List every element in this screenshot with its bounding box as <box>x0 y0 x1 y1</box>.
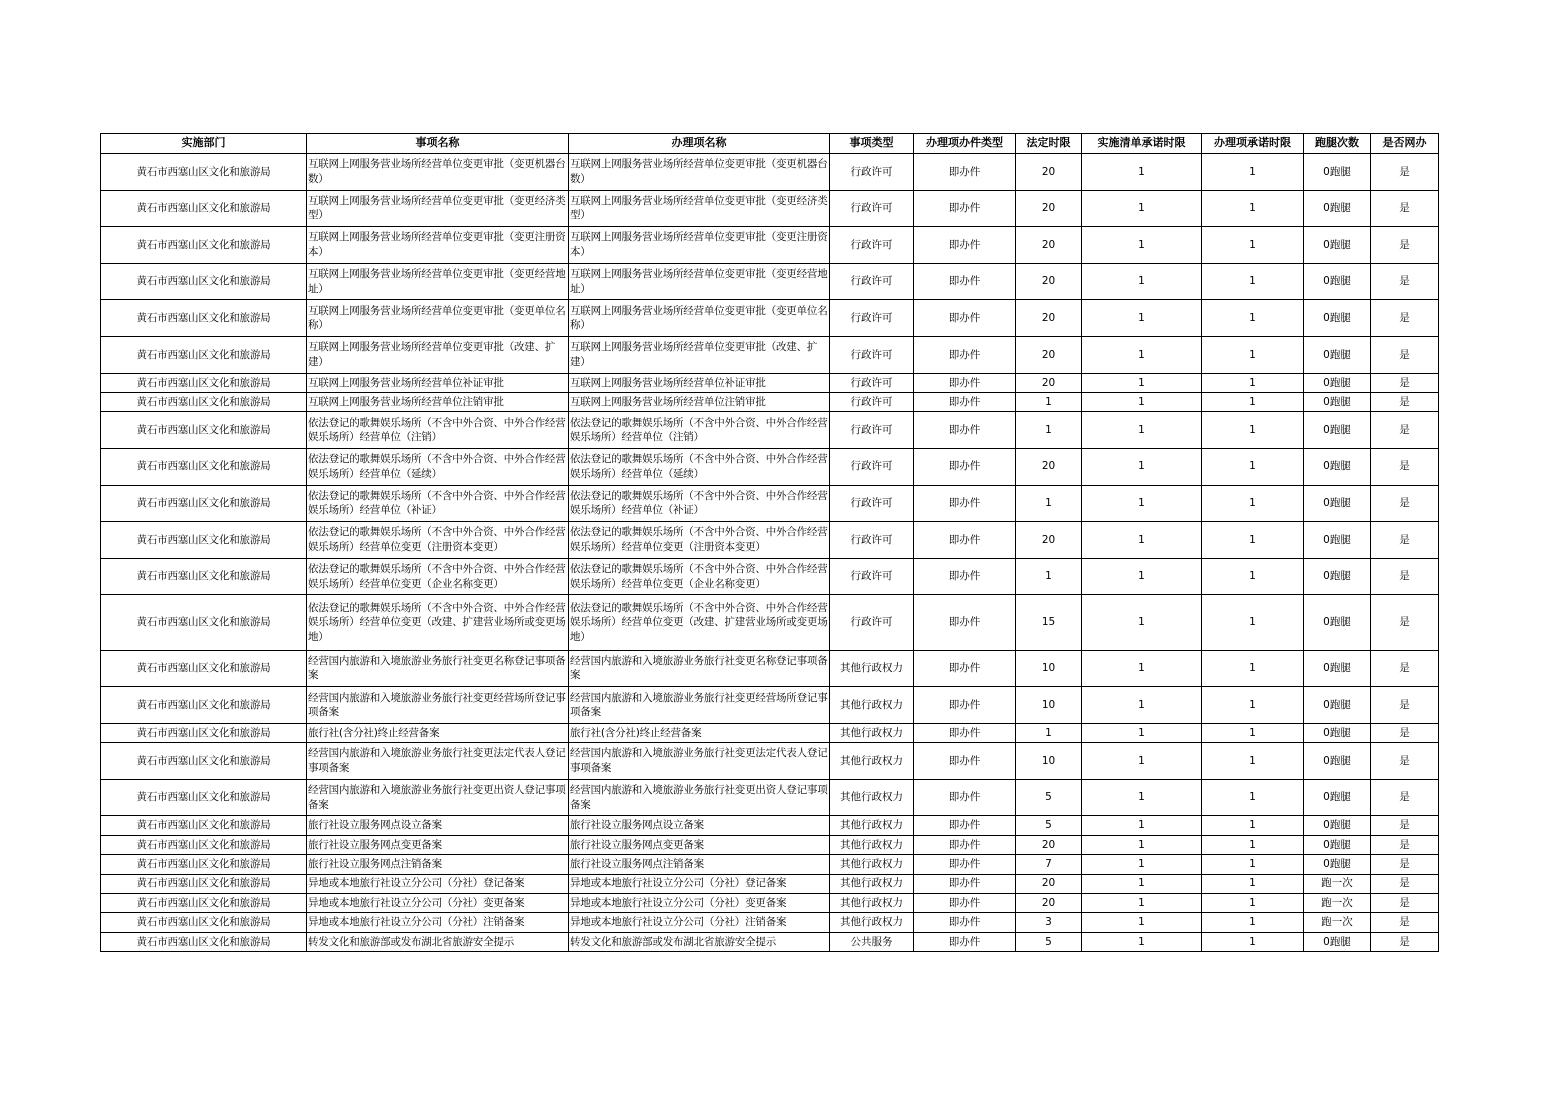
case-type-cell: 即办件 <box>914 412 1016 449</box>
header-item-name: 事项名称 <box>307 134 569 154</box>
table-row <box>101 855 1439 874</box>
table-row <box>101 263 1439 300</box>
item-name-cell: 依法登记的歌舞娱乐场所（不含中外合资、中外合作经营娱乐场所）经营单位变更（注册资本变更） <box>307 522 569 559</box>
table-row <box>101 893 1439 912</box>
visit-count-cell: 0跑腿 <box>1304 227 1371 264</box>
item-promised-limit-cell: 1 <box>1202 412 1304 449</box>
list-promised-limit-cell: 1 <box>1082 373 1202 392</box>
item-type-cell: 行政许可 <box>830 190 914 227</box>
item-type-cell: 行政许可 <box>830 448 914 485</box>
header-legal-time-limit: 法定时限 <box>1016 134 1082 154</box>
item-type-cell: 行政许可 <box>830 558 914 595</box>
list-promised-limit-cell: 1 <box>1082 893 1202 912</box>
list-promised-limit-cell: 1 <box>1082 154 1202 191</box>
case-type-cell: 即办件 <box>914 263 1016 300</box>
legal-time-limit-cell: 20 <box>1016 190 1082 227</box>
case-type-cell: 即办件 <box>914 743 1016 780</box>
department-cell: 黄石市西塞山区文化和旅游局 <box>101 227 307 264</box>
case-type-cell: 即办件 <box>914 816 1016 835</box>
header-handling-item-name: 办理项名称 <box>569 134 830 154</box>
department-cell: 黄石市西塞山区文化和旅游局 <box>101 263 307 300</box>
legal-time-limit-cell: 1 <box>1016 392 1082 411</box>
item-type-cell: 行政许可 <box>830 263 914 300</box>
item-type-cell: 行政许可 <box>830 595 914 650</box>
department-cell: 黄石市西塞山区文化和旅游局 <box>101 687 307 724</box>
online-cell: 是 <box>1371 154 1439 191</box>
item-promised-limit-cell: 1 <box>1202 485 1304 522</box>
handling-item-name-cell: 互联网上网服务营业场所经营单位变更审批（变更机器台数） <box>569 154 830 191</box>
header-item-type: 事项类型 <box>830 134 914 154</box>
item-promised-limit-cell: 1 <box>1202 855 1304 874</box>
list-promised-limit-cell: 1 <box>1082 448 1202 485</box>
legal-time-limit-cell: 10 <box>1016 650 1082 687</box>
item-name-cell: 经营国内旅游和入境旅游业务旅行社变更出资人登记事项备案 <box>307 779 569 816</box>
item-name-cell: 依法登记的歌舞娱乐场所（不含中外合资、中外合作经营娱乐场所）经营单位（注销） <box>307 412 569 449</box>
table-row <box>101 300 1439 337</box>
online-cell: 是 <box>1371 448 1439 485</box>
case-type-cell: 即办件 <box>914 448 1016 485</box>
header-item-promised-limit: 办理项承诺时限 <box>1202 134 1304 154</box>
online-cell: 是 <box>1371 855 1439 874</box>
legal-time-limit-cell: 1 <box>1016 412 1082 449</box>
item-promised-limit-cell: 1 <box>1202 522 1304 559</box>
case-type-cell: 即办件 <box>914 723 1016 742</box>
visit-count-cell: 0跑腿 <box>1304 485 1371 522</box>
table-row <box>101 932 1439 951</box>
item-promised-limit-cell: 1 <box>1202 558 1304 595</box>
visit-count-cell: 0跑腿 <box>1304 412 1371 449</box>
item-type-cell: 行政许可 <box>830 373 914 392</box>
item-name-cell: 经营国内旅游和入境旅游业务旅行社变更名称登记事项备案 <box>307 650 569 687</box>
item-type-cell: 其他行政权力 <box>830 779 914 816</box>
list-promised-limit-cell: 1 <box>1082 485 1202 522</box>
case-type-cell: 即办件 <box>914 227 1016 264</box>
legal-time-limit-cell: 20 <box>1016 227 1082 264</box>
visit-count-cell: 0跑腿 <box>1304 558 1371 595</box>
item-promised-limit-cell: 1 <box>1202 336 1304 373</box>
item-promised-limit-cell: 1 <box>1202 190 1304 227</box>
visit-count-cell: 0跑腿 <box>1304 392 1371 411</box>
department-cell: 黄石市西塞山区文化和旅游局 <box>101 300 307 337</box>
item-type-cell: 公共服务 <box>830 932 914 951</box>
list-promised-limit-cell: 1 <box>1082 932 1202 951</box>
item-type-cell: 行政许可 <box>830 392 914 411</box>
item-type-cell: 行政许可 <box>830 300 914 337</box>
item-promised-limit-cell: 1 <box>1202 723 1304 742</box>
handling-item-name-cell: 依法登记的歌舞娱乐场所（不含中外合资、中外合作经营娱乐场所）经营单位变更（注册资本变更） <box>569 522 830 559</box>
department-cell: 黄石市西塞山区文化和旅游局 <box>101 835 307 854</box>
online-cell: 是 <box>1371 874 1439 893</box>
table-row <box>101 392 1439 411</box>
handling-item-name-cell: 旅行社设立服务网点注销备案 <box>569 855 830 874</box>
legal-time-limit-cell: 20 <box>1016 835 1082 854</box>
list-promised-limit-cell: 1 <box>1082 650 1202 687</box>
item-promised-limit-cell: 1 <box>1202 816 1304 835</box>
handling-item-name-cell: 异地或本地旅行社设立分公司（分社）登记备案 <box>569 874 830 893</box>
item-type-cell: 其他行政权力 <box>830 874 914 893</box>
department-cell: 黄石市西塞山区文化和旅游局 <box>101 723 307 742</box>
online-cell: 是 <box>1371 485 1439 522</box>
visit-count-cell: 0跑腿 <box>1304 687 1371 724</box>
legal-time-limit-cell: 20 <box>1016 893 1082 912</box>
item-type-cell: 其他行政权力 <box>830 855 914 874</box>
visit-count-cell: 0跑腿 <box>1304 932 1371 951</box>
list-promised-limit-cell: 1 <box>1082 835 1202 854</box>
online-cell: 是 <box>1371 835 1439 854</box>
item-type-cell: 其他行政权力 <box>830 816 914 835</box>
online-cell: 是 <box>1371 558 1439 595</box>
online-cell: 是 <box>1371 779 1439 816</box>
visit-count-cell: 0跑腿 <box>1304 448 1371 485</box>
handling-item-name-cell: 互联网上网服务营业场所经营单位变更审批（变更单位名称） <box>569 300 830 337</box>
item-name-cell: 互联网上网服务营业场所经营单位变更审批（变更经济类型） <box>307 190 569 227</box>
handling-item-name-cell: 依法登记的歌舞娱乐场所（不含中外合资、中外合作经营娱乐场所）经营单位（补证） <box>569 485 830 522</box>
handling-item-name-cell: 旅行社(含分社)终止经营备案 <box>569 723 830 742</box>
item-name-cell: 依法登记的歌舞娱乐场所（不含中外合资、中外合作经营娱乐场所）经营单位变更（企业名称变更） <box>307 558 569 595</box>
case-type-cell: 即办件 <box>914 190 1016 227</box>
table-row <box>101 779 1439 816</box>
online-cell: 是 <box>1371 263 1439 300</box>
case-type-cell: 即办件 <box>914 154 1016 191</box>
item-name-cell: 旅行社设立服务网点变更备案 <box>307 835 569 854</box>
case-type-cell: 即办件 <box>914 687 1016 724</box>
handling-item-name-cell: 转发文化和旅游部或发布湖北省旅游安全提示 <box>569 932 830 951</box>
visit-count-cell: 0跑腿 <box>1304 723 1371 742</box>
handling-item-name-cell: 异地或本地旅行社设立分公司（分社）注销备案 <box>569 913 830 932</box>
case-type-cell: 即办件 <box>914 522 1016 559</box>
online-cell: 是 <box>1371 300 1439 337</box>
visit-count-cell: 0跑腿 <box>1304 835 1371 854</box>
department-cell: 黄石市西塞山区文化和旅游局 <box>101 779 307 816</box>
item-name-cell: 旅行社(含分社)终止经营备案 <box>307 723 569 742</box>
item-name-cell: 互联网上网服务营业场所经营单位变更审批（变更机器台数） <box>307 154 569 191</box>
item-name-cell: 互联网上网服务营业场所经营单位变更审批（变更经营地址） <box>307 263 569 300</box>
table-row <box>101 874 1439 893</box>
case-type-cell: 即办件 <box>914 373 1016 392</box>
item-name-cell: 经营国内旅游和入境旅游业务旅行社变更法定代表人登记事项备案 <box>307 743 569 780</box>
department-cell: 黄石市西塞山区文化和旅游局 <box>101 190 307 227</box>
department-cell: 黄石市西塞山区文化和旅游局 <box>101 412 307 449</box>
handling-item-name-cell: 互联网上网服务营业场所经营单位注销审批 <box>569 392 830 411</box>
table-row <box>101 336 1439 373</box>
item-promised-limit-cell: 1 <box>1202 392 1304 411</box>
department-cell: 黄石市西塞山区文化和旅游局 <box>101 448 307 485</box>
department-cell: 黄石市西塞山区文化和旅游局 <box>101 743 307 780</box>
visit-count-cell: 0跑腿 <box>1304 263 1371 300</box>
legal-time-limit-cell: 7 <box>1016 855 1082 874</box>
online-cell: 是 <box>1371 336 1439 373</box>
department-cell: 黄石市西塞山区文化和旅游局 <box>101 595 307 650</box>
handling-item-name-cell: 经营国内旅游和入境旅游业务旅行社变更名称登记事项备案 <box>569 650 830 687</box>
header-case-type: 办理项办件类型 <box>914 134 1016 154</box>
list-promised-limit-cell: 1 <box>1082 190 1202 227</box>
case-type-cell: 即办件 <box>914 392 1016 411</box>
online-cell: 是 <box>1371 650 1439 687</box>
item-promised-limit-cell: 1 <box>1202 595 1304 650</box>
item-type-cell: 其他行政权力 <box>830 687 914 724</box>
case-type-cell: 即办件 <box>914 485 1016 522</box>
list-promised-limit-cell: 1 <box>1082 522 1202 559</box>
case-type-cell: 即办件 <box>914 336 1016 373</box>
department-cell: 黄石市西塞山区文化和旅游局 <box>101 874 307 893</box>
department-cell: 黄石市西塞山区文化和旅游局 <box>101 650 307 687</box>
case-type-cell: 即办件 <box>914 835 1016 854</box>
visit-count-cell: 0跑腿 <box>1304 816 1371 835</box>
item-name-cell: 转发文化和旅游部或发布湖北省旅游安全提示 <box>307 932 569 951</box>
handling-item-name-cell: 经营国内旅游和入境旅游业务旅行社变更法定代表人登记事项备案 <box>569 743 830 780</box>
item-promised-limit-cell: 1 <box>1202 263 1304 300</box>
item-type-cell: 行政许可 <box>830 154 914 191</box>
item-type-cell: 其他行政权力 <box>830 835 914 854</box>
table-row <box>101 373 1439 392</box>
list-promised-limit-cell: 1 <box>1082 595 1202 650</box>
table-row <box>101 412 1439 449</box>
header-visit-count: 跑腿次数 <box>1304 134 1371 154</box>
legal-time-limit-cell: 1 <box>1016 723 1082 742</box>
visit-count-cell: 跑一次 <box>1304 893 1371 912</box>
handling-item-name-cell: 依法登记的歌舞娱乐场所（不含中外合资、中外合作经营娱乐场所）经营单位（注销） <box>569 412 830 449</box>
case-type-cell: 即办件 <box>914 913 1016 932</box>
visit-count-cell: 跑一次 <box>1304 874 1371 893</box>
list-promised-limit-cell: 1 <box>1082 855 1202 874</box>
list-promised-limit-cell: 1 <box>1082 874 1202 893</box>
item-type-cell: 行政许可 <box>830 485 914 522</box>
online-cell: 是 <box>1371 816 1439 835</box>
case-type-cell: 即办件 <box>914 650 1016 687</box>
item-type-cell: 行政许可 <box>830 412 914 449</box>
legal-time-limit-cell: 5 <box>1016 932 1082 951</box>
list-promised-limit-cell: 1 <box>1082 779 1202 816</box>
item-name-cell: 异地或本地旅行社设立分公司（分社）登记备案 <box>307 874 569 893</box>
item-type-cell: 其他行政权力 <box>830 913 914 932</box>
table-row <box>101 835 1439 854</box>
online-cell: 是 <box>1371 412 1439 449</box>
handling-item-name-cell: 依法登记的歌舞娱乐场所（不含中外合资、中外合作经营娱乐场所）经营单位变更（企业名称变更） <box>569 558 830 595</box>
list-promised-limit-cell: 1 <box>1082 300 1202 337</box>
item-promised-limit-cell: 1 <box>1202 779 1304 816</box>
item-promised-limit-cell: 1 <box>1202 687 1304 724</box>
online-cell: 是 <box>1371 227 1439 264</box>
legal-time-limit-cell: 20 <box>1016 154 1082 191</box>
online-cell: 是 <box>1371 743 1439 780</box>
item-name-cell: 互联网上网服务营业场所经营单位注销审批 <box>307 392 569 411</box>
list-promised-limit-cell: 1 <box>1082 336 1202 373</box>
online-cell: 是 <box>1371 913 1439 932</box>
item-type-cell: 其他行政权力 <box>830 743 914 780</box>
legal-time-limit-cell: 15 <box>1016 595 1082 650</box>
department-cell: 黄石市西塞山区文化和旅游局 <box>101 893 307 912</box>
item-type-cell: 行政许可 <box>830 336 914 373</box>
item-name-cell: 经营国内旅游和入境旅游业务旅行社变更经营场所登记事项备案 <box>307 687 569 724</box>
handling-item-name-cell: 依法登记的歌舞娱乐场所（不含中外合资、中外合作经营娱乐场所）经营单位变更（改建、扩建营业场所或变更场地） <box>569 595 830 650</box>
table-row <box>101 913 1439 932</box>
handling-item-name-cell: 互联网上网服务营业场所经营单位补证审批 <box>569 373 830 392</box>
visit-count-cell: 0跑腿 <box>1304 190 1371 227</box>
online-cell: 是 <box>1371 595 1439 650</box>
department-cell: 黄石市西塞山区文化和旅游局 <box>101 373 307 392</box>
item-promised-limit-cell: 1 <box>1202 650 1304 687</box>
item-promised-limit-cell: 1 <box>1202 300 1304 337</box>
table-row <box>101 558 1439 595</box>
item-type-cell: 其他行政权力 <box>830 893 914 912</box>
table-row <box>101 687 1439 724</box>
department-cell: 黄石市西塞山区文化和旅游局 <box>101 932 307 951</box>
visit-count-cell: 0跑腿 <box>1304 336 1371 373</box>
list-promised-limit-cell: 1 <box>1082 913 1202 932</box>
handling-item-name-cell: 互联网上网服务营业场所经营单位变更审批（变更经营地址） <box>569 263 830 300</box>
item-name-cell: 互联网上网服务营业场所经营单位变更审批（改建、扩建） <box>307 336 569 373</box>
table-row <box>101 723 1439 742</box>
visit-count-cell: 跑一次 <box>1304 913 1371 932</box>
handling-item-name-cell: 旅行社设立服务网点设立备案 <box>569 816 830 835</box>
list-promised-limit-cell: 1 <box>1082 412 1202 449</box>
table-row <box>101 190 1439 227</box>
legal-time-limit-cell: 20 <box>1016 448 1082 485</box>
item-promised-limit-cell: 1 <box>1202 913 1304 932</box>
item-type-cell: 行政许可 <box>830 227 914 264</box>
legal-time-limit-cell: 1 <box>1016 485 1082 522</box>
online-cell: 是 <box>1371 687 1439 724</box>
case-type-cell: 即办件 <box>914 893 1016 912</box>
legal-time-limit-cell: 5 <box>1016 816 1082 835</box>
handling-item-name-cell: 依法登记的歌舞娱乐场所（不含中外合资、中外合作经营娱乐场所）经营单位（延续） <box>569 448 830 485</box>
department-cell: 黄石市西塞山区文化和旅游局 <box>101 392 307 411</box>
list-promised-limit-cell: 1 <box>1082 723 1202 742</box>
item-name-cell: 依法登记的歌舞娱乐场所（不含中外合资、中外合作经营娱乐场所）经营单位变更（改建、扩建营业场所或变更场地） <box>307 595 569 650</box>
item-promised-limit-cell: 1 <box>1202 893 1304 912</box>
handling-item-name-cell: 经营国内旅游和入境旅游业务旅行社变更出资人登记事项备案 <box>569 779 830 816</box>
item-name-cell: 异地或本地旅行社设立分公司（分社）注销备案 <box>307 913 569 932</box>
table-row <box>101 154 1439 191</box>
visit-count-cell: 0跑腿 <box>1304 300 1371 337</box>
item-promised-limit-cell: 1 <box>1202 373 1304 392</box>
item-name-cell: 互联网上网服务营业场所经营单位补证审批 <box>307 373 569 392</box>
table-row <box>101 522 1439 559</box>
item-type-cell: 其他行政权力 <box>830 723 914 742</box>
list-promised-limit-cell: 1 <box>1082 392 1202 411</box>
list-promised-limit-cell: 1 <box>1082 743 1202 780</box>
legal-time-limit-cell: 10 <box>1016 743 1082 780</box>
item-promised-limit-cell: 1 <box>1202 835 1304 854</box>
table-row <box>101 227 1439 264</box>
handling-item-name-cell: 互联网上网服务营业场所经营单位变更审批（变更经济类型） <box>569 190 830 227</box>
legal-time-limit-cell: 20 <box>1016 300 1082 337</box>
header-row <box>101 134 1439 154</box>
table-row <box>101 485 1439 522</box>
department-cell: 黄石市西塞山区文化和旅游局 <box>101 913 307 932</box>
header-list-promised-limit: 实施清单承诺时限 <box>1082 134 1202 154</box>
item-promised-limit-cell: 1 <box>1202 932 1304 951</box>
item-promised-limit-cell: 1 <box>1202 154 1304 191</box>
item-name-cell: 依法登记的歌舞娱乐场所（不含中外合资、中外合作经营娱乐场所）经营单位（补证） <box>307 485 569 522</box>
visit-count-cell: 0跑腿 <box>1304 154 1371 191</box>
legal-time-limit-cell: 1 <box>1016 558 1082 595</box>
online-cell: 是 <box>1371 932 1439 951</box>
list-promised-limit-cell: 1 <box>1082 687 1202 724</box>
item-name-cell: 旅行社设立服务网点注销备案 <box>307 855 569 874</box>
department-cell: 黄石市西塞山区文化和旅游局 <box>101 558 307 595</box>
legal-time-limit-cell: 3 <box>1016 913 1082 932</box>
online-cell: 是 <box>1371 190 1439 227</box>
online-cell: 是 <box>1371 522 1439 559</box>
item-name-cell: 互联网上网服务营业场所经营单位变更审批（变更单位名称） <box>307 300 569 337</box>
legal-time-limit-cell: 20 <box>1016 874 1082 893</box>
item-name-cell: 互联网上网服务营业场所经营单位变更审批（变更注册资本） <box>307 227 569 264</box>
header-online: 是否网办 <box>1371 134 1439 154</box>
department-cell: 黄石市西塞山区文化和旅游局 <box>101 816 307 835</box>
online-cell: 是 <box>1371 373 1439 392</box>
list-promised-limit-cell: 1 <box>1082 816 1202 835</box>
table-row <box>101 816 1439 835</box>
service-items-table <box>100 133 1439 952</box>
legal-time-limit-cell: 10 <box>1016 687 1082 724</box>
legal-time-limit-cell: 20 <box>1016 336 1082 373</box>
case-type-cell: 即办件 <box>914 932 1016 951</box>
visit-count-cell: 0跑腿 <box>1304 373 1371 392</box>
case-type-cell: 即办件 <box>914 779 1016 816</box>
handling-item-name-cell: 异地或本地旅行社设立分公司（分社）变更备案 <box>569 893 830 912</box>
case-type-cell: 即办件 <box>914 595 1016 650</box>
table-row <box>101 595 1439 650</box>
visit-count-cell: 0跑腿 <box>1304 855 1371 874</box>
online-cell: 是 <box>1371 893 1439 912</box>
list-promised-limit-cell: 1 <box>1082 227 1202 264</box>
visit-count-cell: 0跑腿 <box>1304 779 1371 816</box>
handling-item-name-cell: 互联网上网服务营业场所经营单位变更审批（变更注册资本） <box>569 227 830 264</box>
case-type-cell: 即办件 <box>914 874 1016 893</box>
header-department: 实施部门 <box>101 134 307 154</box>
table-body <box>101 154 1439 952</box>
item-name-cell: 异地或本地旅行社设立分公司（分社）变更备案 <box>307 893 569 912</box>
handling-item-name-cell: 旅行社设立服务网点变更备案 <box>569 835 830 854</box>
department-cell: 黄石市西塞山区文化和旅游局 <box>101 154 307 191</box>
department-cell: 黄石市西塞山区文化和旅游局 <box>101 336 307 373</box>
legal-time-limit-cell: 20 <box>1016 522 1082 559</box>
list-promised-limit-cell: 1 <box>1082 263 1202 300</box>
department-cell: 黄石市西塞山区文化和旅游局 <box>101 855 307 874</box>
table-row <box>101 650 1439 687</box>
department-cell: 黄石市西塞山区文化和旅游局 <box>101 522 307 559</box>
item-name-cell: 旅行社设立服务网点设立备案 <box>307 816 569 835</box>
visit-count-cell: 0跑腿 <box>1304 650 1371 687</box>
online-cell: 是 <box>1371 392 1439 411</box>
item-promised-limit-cell: 1 <box>1202 448 1304 485</box>
visit-count-cell: 0跑腿 <box>1304 595 1371 650</box>
item-promised-limit-cell: 1 <box>1202 743 1304 780</box>
legal-time-limit-cell: 20 <box>1016 373 1082 392</box>
visit-count-cell: 0跑腿 <box>1304 522 1371 559</box>
department-cell: 黄石市西塞山区文化和旅游局 <box>101 485 307 522</box>
legal-time-limit-cell: 5 <box>1016 779 1082 816</box>
item-type-cell: 其他行政权力 <box>830 650 914 687</box>
case-type-cell: 即办件 <box>914 855 1016 874</box>
item-type-cell: 行政许可 <box>830 522 914 559</box>
handling-item-name-cell: 经营国内旅游和入境旅游业务旅行社变更经营场所登记事项备案 <box>569 687 830 724</box>
item-name-cell: 依法登记的歌舞娱乐场所（不含中外合资、中外合作经营娱乐场所）经营单位（延续） <box>307 448 569 485</box>
list-promised-limit-cell: 1 <box>1082 558 1202 595</box>
handling-item-name-cell: 互联网上网服务营业场所经营单位变更审批（改建、扩建） <box>569 336 830 373</box>
table-row <box>101 448 1439 485</box>
legal-time-limit-cell: 20 <box>1016 263 1082 300</box>
case-type-cell: 即办件 <box>914 558 1016 595</box>
visit-count-cell: 0跑腿 <box>1304 743 1371 780</box>
table-row <box>101 743 1439 780</box>
item-promised-limit-cell: 1 <box>1202 227 1304 264</box>
online-cell: 是 <box>1371 723 1439 742</box>
case-type-cell: 即办件 <box>914 300 1016 337</box>
item-promised-limit-cell: 1 <box>1202 874 1304 893</box>
